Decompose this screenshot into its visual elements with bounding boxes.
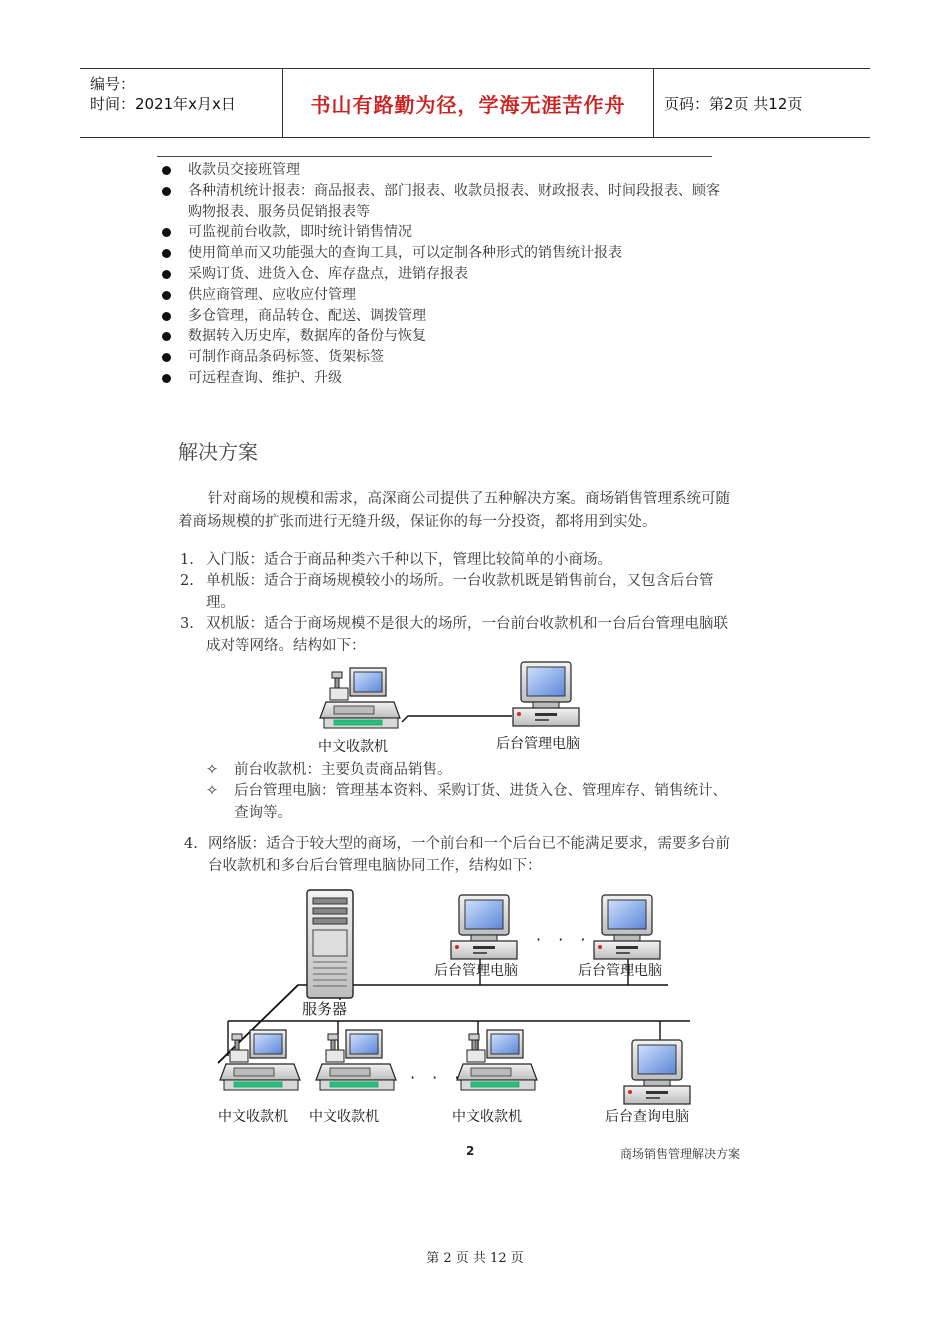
list-item: 可监视前台收款，即时统计销售情况 <box>160 222 720 243</box>
plan-number: 3. <box>180 616 194 632</box>
pos-label: 中文收款机 <box>318 739 388 755</box>
pos-label: 中文收款机 <box>452 1109 522 1125</box>
list-item: 供应商管理、应收应付管理 <box>160 285 720 306</box>
plan-text: 入门版：适合于商品种类六千种以下，管理比较简单的小商场。 <box>206 552 612 568</box>
inner-page-number: 2 <box>466 1144 475 1158</box>
list-item: 使用简单而又功能强大的查询工具，可以定制各种形式的销售统计报表 <box>160 243 720 264</box>
list-item: 采购订货、进货入仓、库存盘点，进销存报表 <box>160 264 720 285</box>
plan-note: ✧ 后台管理电脑：管理基本资料、采购订货、进货入仓、管理库存、销售统计、查询等。 <box>206 783 727 821</box>
plan-text: 网络版：适合于较大型的商场，一个前台和一个后台已不能满足要求，需要多台前台收款机和多台后台管理电脑协同工作，结构如下： <box>208 836 730 874</box>
intro-paragraph: 针对商场的规模和需求，高深商公司提供了五种解决方案。商场销售管理系统可随着商场规模的扩张而进行无缝升级，保证你的每一分投资，都将用到实处。 <box>178 491 730 530</box>
ellipsis: · · · <box>536 930 592 949</box>
pos-terminal-icon <box>220 1030 300 1090</box>
dual-machine-diagram <box>320 662 579 728</box>
section-title: 解决方案 <box>178 440 258 464</box>
diamond-bullet-icon: ✧ <box>206 762 219 778</box>
plan-number: 2. <box>180 573 194 589</box>
server-label: 服务器 <box>302 1000 348 1018</box>
plan-item <box>178 834 738 877</box>
list-item: 可制作商品条码标签、货架标签 <box>160 347 720 368</box>
computer-icon <box>624 1040 690 1104</box>
diamond-bullet-icon: ✧ <box>206 783 219 799</box>
computer-icon <box>513 662 579 726</box>
list-item: 收款员交接班管理 <box>160 160 720 181</box>
server-icon <box>307 890 353 998</box>
list-item: 多仓管理，商品转仓、配送、调拨管理 <box>160 306 720 327</box>
list-item: 可远程查询、维护、升级 <box>160 368 720 389</box>
list-item: 各种清机统计报表：商品报表、部门报表、收款员报表、财政报表、时间段报表、顾客购物报表、服务员促销报表等 <box>160 181 720 223</box>
plan-text: 单机版：适合于商场规模较小的场所。一台收款机既是销售前台，又包含后台管理。 <box>206 573 714 611</box>
plan-note: ✧ 前台收款机：主要负责商品销售。 <box>206 760 736 782</box>
pos-label: 中文收款机 <box>218 1109 288 1125</box>
list-item: 数据转入历史库，数据库的备份与恢复 <box>160 326 720 347</box>
plan-number: 1. <box>180 552 194 568</box>
motto: 书山有路勤为径，学海无涯苦作舟 <box>310 92 626 117</box>
pos-terminal-icon <box>457 1030 537 1090</box>
page-info: 页码：第2页 共12页 <box>664 94 803 113</box>
computer-icon <box>594 895 660 959</box>
computer-label: 后台管理电脑 <box>434 963 518 979</box>
computer-icon <box>451 895 517 959</box>
plan-text: 双机版：适合于商场规模不是很大的场所，一台前台收款机和一台后台管理电脑联成对等网络。结构如下： <box>206 616 728 654</box>
pos-terminal-icon <box>320 668 400 728</box>
network-cable <box>402 716 512 722</box>
query-computer-label: 后台查询电脑 <box>605 1109 689 1125</box>
ellipsis: · · · <box>410 1068 466 1087</box>
computer-label: 后台管理电脑 <box>496 736 580 752</box>
time-label: 时间：2021年x月x日 <box>90 95 236 113</box>
code-label: 编号： <box>90 75 136 93</box>
inner-doc-title: 商场销售管理解决方案 <box>620 1147 741 1161</box>
computer-label: 后台管理电脑 <box>578 963 662 979</box>
pos-terminal-icon <box>316 1030 396 1090</box>
plan-number: 4. <box>184 836 198 852</box>
pos-label: 中文收款机 <box>309 1109 379 1125</box>
page-counter: 第 2 页 共 12 页 <box>426 1251 524 1266</box>
